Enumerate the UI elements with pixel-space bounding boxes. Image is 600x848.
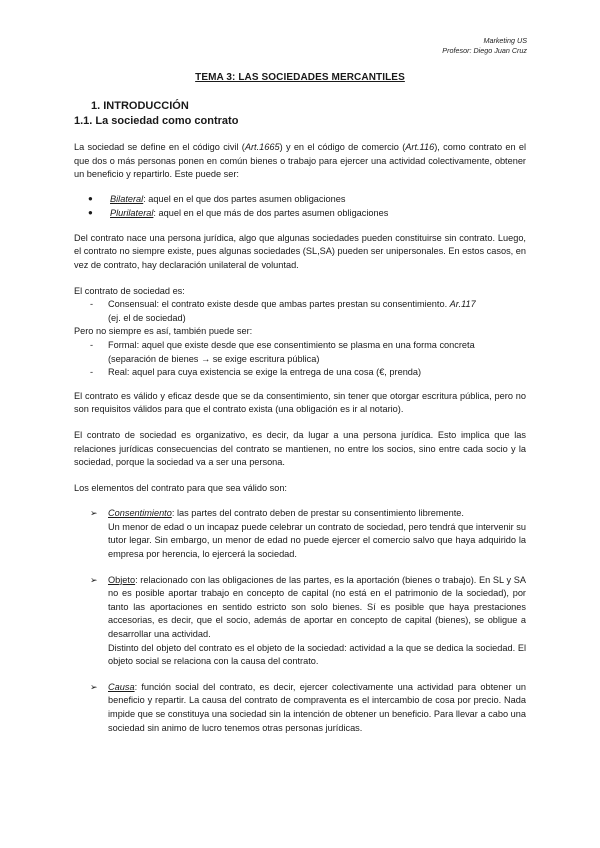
list-intro: Pero no siempre es así, también puede ser: [74,326,253,337]
paragraph-validez: El contrato es válido y eficaz desde que se da consentimiento, sin tener que otorgar escritura pública, pero no son requisitos válidos para que el contrato exista (una obligación es ir al notario). [74,390,526,415]
list-item: ● Plurilateral: aquel en el que más de dos partes asumen obligaciones [88,207,389,218]
subsection-heading: 1.1. La sociedad como contrato [74,115,239,127]
page-header [442,36,527,55]
reference-art116: Art.116 [405,142,435,152]
header-professor: Profesor: Diego Juan Cruz [442,45,527,55]
bullet-icon: ● [88,193,93,203]
reference-art1665: Art.1665 [244,142,280,152]
document-title: TEMA 3: LAS SOCIEDADES MERCANTILES [195,72,405,83]
dash-icon: - [90,299,94,310]
paragraph-elementos: Los elementos del contrato para que sea válido son: [74,482,287,493]
list-intro: El contrato de sociedad es: [74,285,185,296]
list-item: - Formal: aquel que existe desde que ese consentimiento se plasma en una forma concreta (separación de bienes → se exige escritura pública) [74,339,526,366]
section-heading: 1. INTRODUCCIÓN [91,100,189,112]
element-objeto: ➢ Objeto: relacionado con las obligaciones de las partes, es la aportación (bienes o trabajo). En SL y SA no es posible aportar trabajo en concepto de capital (no está en el patrimonio de la sociedad), por tanto las aportaciones en sentido estricto son solo bienes. Sí es posible que haya prestaciones accesorias, es decir, que el socio, además de aportar en concepto de capital (bienes), se obligue a desarrollar una actividad. Distinto del objeto del contrato es el objeto de la sociedad: actividad a la que se dedica la sociedad. El objeto social se relaciona con la causa del contrato. [90,574,526,669]
paragraph-persona-juridica: Del contrato nace una persona jurídica, algo que algunas sociedades pueden constituirse sin contrato. Luego, el contrato no siempre existe, pues algunas sociedades (SL,SA) pueden ser unipersonales. En estos casos, en vez de contrato, hay declaración unilateral de voluntad. [74,232,526,270]
term: Bilateral [110,193,144,204]
document-body [74,99,526,735]
dash-icon: - [90,367,94,378]
list-item: - Real: aquel para cuya existencia se exige la entrega de una cosa (€, prenda) [74,366,526,380]
bullet-list [88,192,526,220]
element-causa: ➢ Causa: función social del contrato, es decir, ejercer colectivamente una actividad para obtener un beneficio y repartir. La causa del contrato de compraventa es el intercambio de cosa por precio. Nada impide que se constituya una sociedad sin la intención de obtener un beneficio. Para llevar a cabo una sociedad sin animo de lucro tenemos otras personas jurídicas. [90,681,526,735]
term: Plurilateral [110,207,154,218]
dash-icon: - [90,339,94,350]
term: Objeto [108,574,136,585]
term: Consentimiento [108,508,172,519]
element-consentimiento: ➢ Consentimiento: las partes del contrato deben de prestar su consentimiento libremente. Un menor de edad o un incapaz puede celebrar un contrato de sociedad, pero tendrá que intervenir su tutor legar. Sin embargo, un menor de edad no puede ejercer el comercio salvo que haya adquirido la empresa por herencia, lo ejercerá la sociedad. [90,507,526,561]
bullet-icon: ● [88,207,93,217]
arrow-bullet-icon: ➢ [90,508,98,519]
term: Causa [108,681,135,692]
paragraph-definition: La sociedad se define en el código civil (Art.1665) y en el código de comercio (Art.116), como contrato en el que dos o más personas ponen en común bienes o trabajo para ejercer una actividad colectivamente, obtener un beneficio y repartirlo. Este puede ser: [74,142,527,180]
contract-types [74,285,526,380]
paragraph-organizativo: El contrato de sociedad es organizativo, es decir, da lugar a una persona jurídica. Esto implica que las relaciones jurídicas consecuencias del contrato se mantienen, no entre los socios, sino entre cada socio y la sociedad, porque la sociedad va a ser una persona. [74,429,526,468]
list-item: - Consensual: el contrato existe desde que ambas partes prestan su consentimiento. Ar.117 (ej. el de sociedad) [74,298,526,325]
header-course: Marketing US [483,36,527,45]
arrow-bullet-icon: ➢ [90,574,98,585]
list-item: ● Bilateral: aquel en el que dos partes asumen obligaciones [88,193,346,204]
arrow-bullet-icon: ➢ [90,681,98,692]
